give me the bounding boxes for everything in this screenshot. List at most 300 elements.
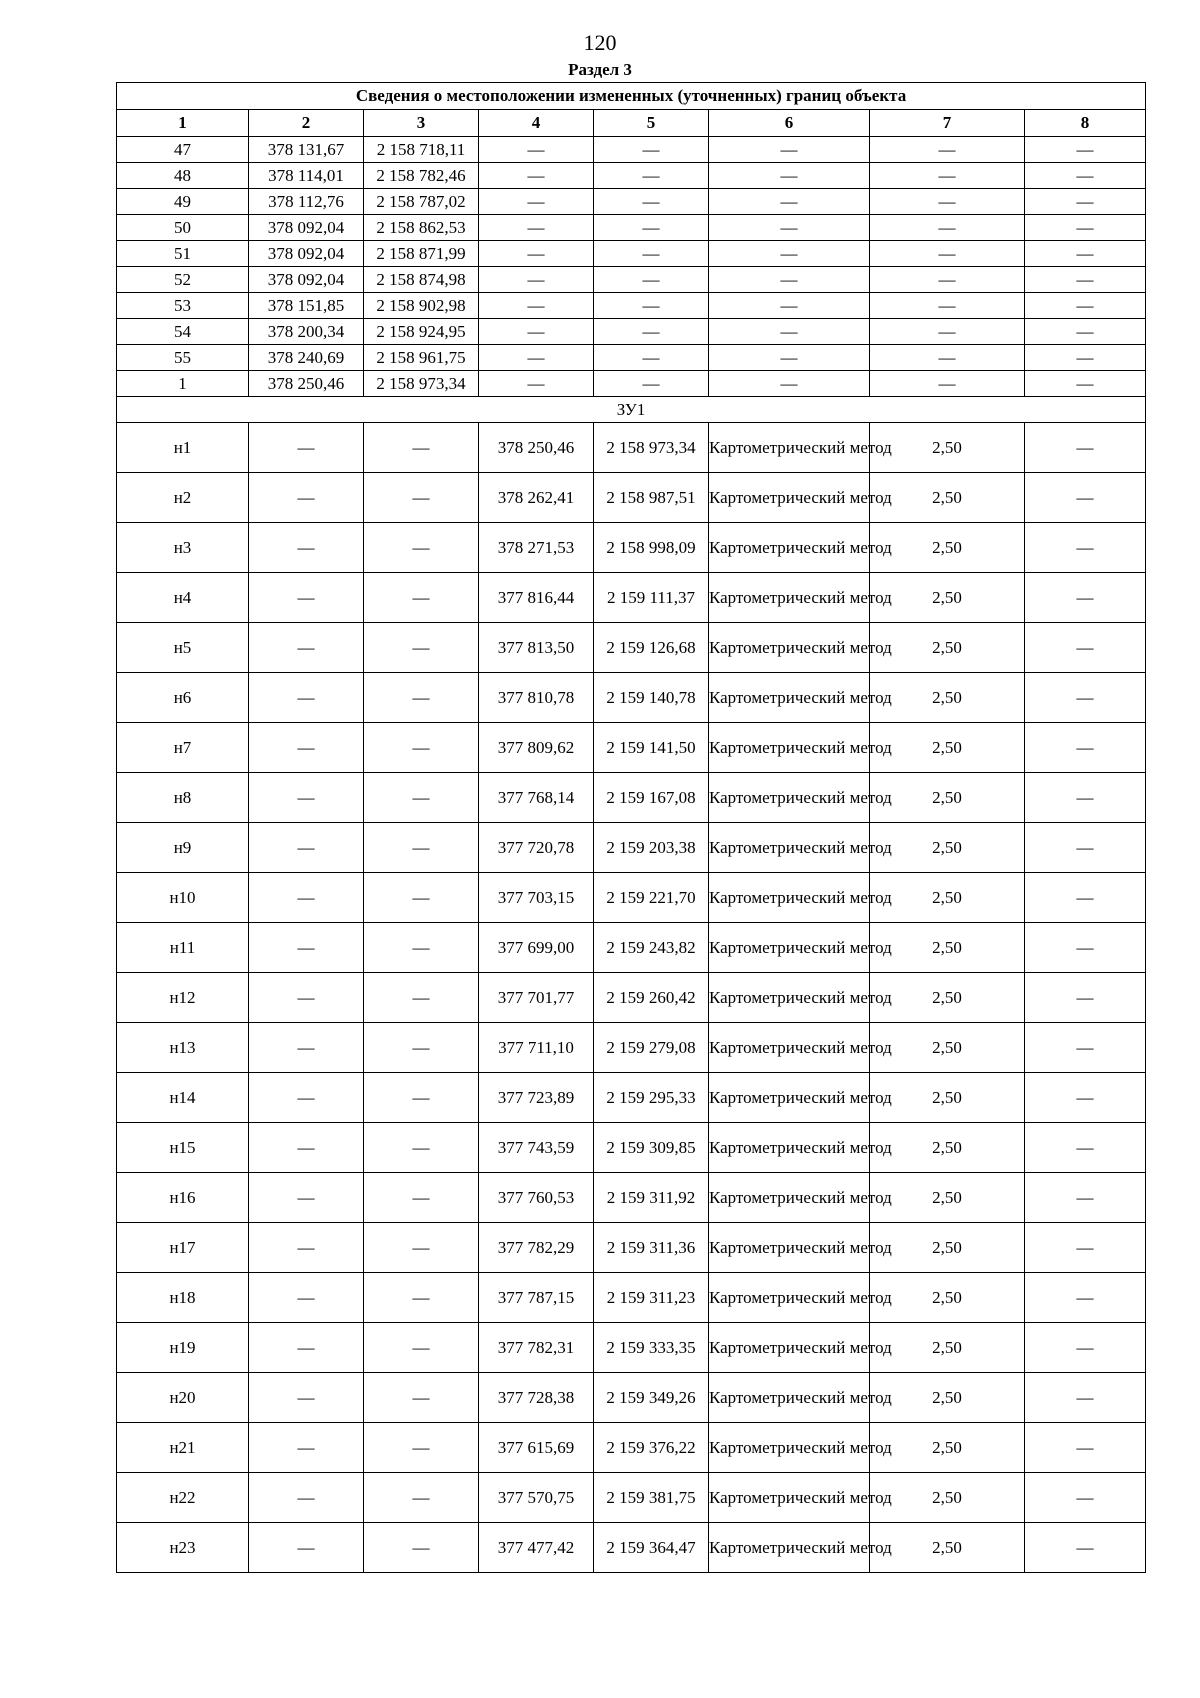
- table-row: [117, 1073, 1146, 1123]
- accuracy-cell: —: [870, 345, 1025, 371]
- old-x-cell: 378 092,04: [249, 215, 364, 241]
- description-cell: —: [1025, 523, 1146, 573]
- new-x-cell: —: [479, 137, 594, 163]
- method-cell: Картометрический метод: [709, 1223, 870, 1273]
- method-cell: —: [709, 163, 870, 189]
- table-row: [117, 1323, 1146, 1373]
- old-x-cell: —: [249, 573, 364, 623]
- method-cell: Картометрический метод: [709, 673, 870, 723]
- new-x-cell: 378 250,46: [479, 423, 594, 473]
- table-row: [117, 319, 1146, 345]
- table-row: [117, 267, 1146, 293]
- old-x-cell: —: [249, 1373, 364, 1423]
- method-cell: Картометрический метод: [709, 723, 870, 773]
- description-cell: —: [1025, 1223, 1146, 1273]
- accuracy-cell: —: [870, 163, 1025, 189]
- new-y-cell: 2 159 381,75: [594, 1473, 709, 1523]
- accuracy-cell: 2,50: [870, 573, 1025, 623]
- table-row: [117, 773, 1146, 823]
- method-cell: Картометрический метод: [709, 773, 870, 823]
- old-x-cell: —: [249, 1173, 364, 1223]
- point-number-cell: н9: [117, 823, 249, 873]
- table-row: [117, 241, 1146, 267]
- new-x-cell: 377 810,78: [479, 673, 594, 723]
- old-x-cell: 378 250,46: [249, 371, 364, 397]
- new-x-cell: 377 813,50: [479, 623, 594, 673]
- old-y-cell: —: [364, 873, 479, 923]
- method-cell: —: [709, 319, 870, 345]
- accuracy-cell: —: [870, 137, 1025, 163]
- group-body: [117, 397, 1146, 423]
- table-row: [117, 137, 1146, 163]
- method-cell: Картометрический метод: [709, 873, 870, 923]
- description-cell: —: [1025, 1123, 1146, 1173]
- old-y-cell: —: [364, 823, 479, 873]
- point-number-cell: н13: [117, 1023, 249, 1073]
- new-x-cell: —: [479, 215, 594, 241]
- point-number-cell: н4: [117, 573, 249, 623]
- method-cell: Картометрический метод: [709, 1023, 870, 1073]
- old-y-cell: —: [364, 1223, 479, 1273]
- new-x-cell: 377 703,15: [479, 873, 594, 923]
- old-x-cell: —: [249, 1473, 364, 1523]
- new-x-cell: —: [479, 319, 594, 345]
- old-x-cell: —: [249, 1323, 364, 1373]
- accuracy-cell: 2,50: [870, 1173, 1025, 1223]
- point-number-cell: 54: [117, 319, 249, 345]
- point-number-cell: н8: [117, 773, 249, 823]
- accuracy-cell: 2,50: [870, 673, 1025, 723]
- accuracy-cell: —: [870, 319, 1025, 345]
- page-number: 120: [583, 30, 617, 55]
- old-x-cell: —: [249, 1423, 364, 1473]
- new-points-body: [117, 423, 1146, 1573]
- old-y-cell: 2 158 924,95: [364, 319, 479, 345]
- new-x-cell: 377 570,75: [479, 1473, 594, 1523]
- description-cell: —: [1025, 773, 1146, 823]
- description-cell: —: [1025, 1273, 1146, 1323]
- point-number-cell: н20: [117, 1373, 249, 1423]
- old-y-cell: —: [364, 1123, 479, 1173]
- column-number: 7: [870, 110, 1025, 137]
- old-y-cell: 2 158 782,46: [364, 163, 479, 189]
- old-x-cell: —: [249, 973, 364, 1023]
- method-cell: Картометрический метод: [709, 1373, 870, 1423]
- description-cell: —: [1025, 1173, 1146, 1223]
- method-cell: Картометрический метод: [709, 973, 870, 1023]
- old-x-cell: —: [249, 723, 364, 773]
- old-y-cell: —: [364, 773, 479, 823]
- boundary-coordinates-table: [116, 82, 1146, 1573]
- point-number-cell: 48: [117, 163, 249, 189]
- new-x-cell: —: [479, 189, 594, 215]
- method-cell: Картометрический метод: [709, 923, 870, 973]
- accuracy-cell: —: [870, 371, 1025, 397]
- description-cell: —: [1025, 319, 1146, 345]
- table-row: [117, 371, 1146, 397]
- point-number-cell: 50: [117, 215, 249, 241]
- table-row: [117, 1423, 1146, 1473]
- table-row: [117, 1223, 1146, 1273]
- table-row: [117, 215, 1146, 241]
- old-x-cell: 378 151,85: [249, 293, 364, 319]
- new-x-cell: 377 760,53: [479, 1173, 594, 1223]
- old-x-cell: —: [249, 423, 364, 473]
- old-y-cell: —: [364, 1273, 479, 1323]
- accuracy-cell: 2,50: [870, 1123, 1025, 1173]
- new-y-cell: 2 159 221,70: [594, 873, 709, 923]
- new-y-cell: 2 159 309,85: [594, 1123, 709, 1173]
- previous-points-body: [117, 137, 1146, 397]
- old-y-cell: —: [364, 573, 479, 623]
- table-row: [117, 1473, 1146, 1523]
- description-cell: —: [1025, 423, 1146, 473]
- new-y-cell: 2 159 111,37: [594, 573, 709, 623]
- old-y-cell: 2 158 902,98: [364, 293, 479, 319]
- method-cell: —: [709, 267, 870, 293]
- new-y-cell: 2 159 333,35: [594, 1323, 709, 1373]
- new-x-cell: —: [479, 241, 594, 267]
- old-x-cell: 378 112,76: [249, 189, 364, 215]
- old-y-cell: 2 158 973,34: [364, 371, 479, 397]
- method-cell: Картометрический метод: [709, 823, 870, 873]
- new-y-cell: 2 159 141,50: [594, 723, 709, 773]
- description-cell: —: [1025, 1373, 1146, 1423]
- method-cell: Картометрический метод: [709, 1173, 870, 1223]
- table-row: [117, 189, 1146, 215]
- point-number-cell: 55: [117, 345, 249, 371]
- new-x-cell: 377 816,44: [479, 573, 594, 623]
- table-caption: Сведения о местоположении измененных (уточненных) границ объекта: [117, 83, 1146, 110]
- old-y-cell: —: [364, 1023, 479, 1073]
- old-y-cell: —: [364, 523, 479, 573]
- table-row: [117, 623, 1146, 673]
- new-x-cell: 377 782,29: [479, 1223, 594, 1273]
- method-cell: Картометрический метод: [709, 1423, 870, 1473]
- column-number: 4: [479, 110, 594, 137]
- new-y-cell: —: [594, 241, 709, 267]
- description-cell: —: [1025, 723, 1146, 773]
- description-cell: —: [1025, 573, 1146, 623]
- new-y-cell: 2 159 311,36: [594, 1223, 709, 1273]
- description-cell: —: [1025, 973, 1146, 1023]
- description-cell: —: [1025, 1323, 1146, 1373]
- old-x-cell: 378 240,69: [249, 345, 364, 371]
- accuracy-cell: 2,50: [870, 973, 1025, 1023]
- column-number: 1: [117, 110, 249, 137]
- accuracy-cell: 2,50: [870, 823, 1025, 873]
- new-y-cell: 2 158 998,09: [594, 523, 709, 573]
- description-cell: —: [1025, 1473, 1146, 1523]
- description-cell: —: [1025, 1073, 1146, 1123]
- old-x-cell: —: [249, 773, 364, 823]
- table-row: [117, 573, 1146, 623]
- new-y-cell: —: [594, 163, 709, 189]
- accuracy-cell: 2,50: [870, 1523, 1025, 1573]
- method-cell: —: [709, 137, 870, 163]
- new-x-cell: 377 787,15: [479, 1273, 594, 1323]
- description-cell: —: [1025, 923, 1146, 973]
- new-y-cell: 2 159 126,68: [594, 623, 709, 673]
- old-y-cell: 2 158 874,98: [364, 267, 479, 293]
- method-cell: Картометрический метод: [709, 1523, 870, 1573]
- new-x-cell: —: [479, 371, 594, 397]
- method-cell: —: [709, 189, 870, 215]
- new-x-cell: 378 271,53: [479, 523, 594, 573]
- accuracy-cell: 2,50: [870, 773, 1025, 823]
- new-x-cell: 377 711,10: [479, 1023, 594, 1073]
- description-cell: —: [1025, 1023, 1146, 1073]
- new-x-cell: 377 809,62: [479, 723, 594, 773]
- point-number-cell: н10: [117, 873, 249, 923]
- accuracy-cell: 2,50: [870, 723, 1025, 773]
- new-x-cell: 377 720,78: [479, 823, 594, 873]
- point-number-cell: н19: [117, 1323, 249, 1373]
- description-cell: —: [1025, 163, 1146, 189]
- old-x-cell: —: [249, 1123, 364, 1173]
- new-x-cell: 377 723,89: [479, 1073, 594, 1123]
- method-cell: Картометрический метод: [709, 1323, 870, 1373]
- new-x-cell: —: [479, 163, 594, 189]
- accuracy-cell: —: [870, 215, 1025, 241]
- accuracy-cell: 2,50: [870, 623, 1025, 673]
- accuracy-cell: —: [870, 189, 1025, 215]
- group-row: [117, 397, 1146, 423]
- table-row: [117, 723, 1146, 773]
- table-row: [117, 1123, 1146, 1173]
- point-number-cell: н6: [117, 673, 249, 723]
- old-x-cell: 378 092,04: [249, 241, 364, 267]
- description-cell: —: [1025, 371, 1146, 397]
- description-cell: —: [1025, 267, 1146, 293]
- accuracy-cell: 2,50: [870, 923, 1025, 973]
- new-y-cell: 2 159 167,08: [594, 773, 709, 823]
- new-y-cell: —: [594, 371, 709, 397]
- old-y-cell: 2 158 862,53: [364, 215, 479, 241]
- old-y-cell: 2 158 871,99: [364, 241, 479, 267]
- point-number-cell: н12: [117, 973, 249, 1023]
- point-number-cell: н7: [117, 723, 249, 773]
- new-y-cell: 2 159 203,38: [594, 823, 709, 873]
- new-x-cell: 377 743,59: [479, 1123, 594, 1173]
- point-number-cell: 47: [117, 137, 249, 163]
- description-cell: —: [1025, 473, 1146, 523]
- new-x-cell: 377 699,00: [479, 923, 594, 973]
- accuracy-cell: 2,50: [870, 1323, 1025, 1373]
- point-number-cell: 51: [117, 241, 249, 267]
- old-x-cell: —: [249, 1523, 364, 1573]
- point-number-cell: н16: [117, 1173, 249, 1223]
- method-cell: Картометрический метод: [709, 1073, 870, 1123]
- old-y-cell: 2 158 718,11: [364, 137, 479, 163]
- new-x-cell: —: [479, 345, 594, 371]
- new-x-cell: 377 782,31: [479, 1323, 594, 1373]
- new-y-cell: —: [594, 319, 709, 345]
- point-number-cell: н17: [117, 1223, 249, 1273]
- accuracy-cell: 2,50: [870, 1473, 1025, 1523]
- description-cell: —: [1025, 345, 1146, 371]
- new-x-cell: 377 728,38: [479, 1373, 594, 1423]
- description-cell: —: [1025, 1523, 1146, 1573]
- old-x-cell: —: [249, 473, 364, 523]
- old-y-cell: —: [364, 1373, 479, 1423]
- new-x-cell: —: [479, 267, 594, 293]
- point-number-cell: н21: [117, 1423, 249, 1473]
- accuracy-cell: 2,50: [870, 523, 1025, 573]
- table-row: [117, 1273, 1146, 1323]
- method-cell: —: [709, 215, 870, 241]
- method-cell: Картометрический метод: [709, 1473, 870, 1523]
- new-x-cell: —: [479, 293, 594, 319]
- new-y-cell: 2 159 364,47: [594, 1523, 709, 1573]
- accuracy-cell: 2,50: [870, 1023, 1025, 1073]
- point-number-cell: н11: [117, 923, 249, 973]
- table-row: [117, 345, 1146, 371]
- new-y-cell: —: [594, 137, 709, 163]
- method-cell: —: [709, 345, 870, 371]
- point-number-cell: 52: [117, 267, 249, 293]
- old-x-cell: —: [249, 923, 364, 973]
- description-cell: —: [1025, 293, 1146, 319]
- accuracy-cell: —: [870, 293, 1025, 319]
- column-number: 6: [709, 110, 870, 137]
- method-cell: Картометрический метод: [709, 573, 870, 623]
- old-x-cell: —: [249, 623, 364, 673]
- old-y-cell: —: [364, 423, 479, 473]
- old-x-cell: —: [249, 873, 364, 923]
- new-y-cell: —: [594, 267, 709, 293]
- old-x-cell: —: [249, 1273, 364, 1323]
- method-cell: —: [709, 371, 870, 397]
- old-x-cell: —: [249, 1023, 364, 1073]
- old-y-cell: —: [364, 1423, 479, 1473]
- method-cell: Картометрический метод: [709, 423, 870, 473]
- new-y-cell: —: [594, 215, 709, 241]
- table-row: [117, 1173, 1146, 1223]
- table-row: [117, 823, 1146, 873]
- table-row: [117, 293, 1146, 319]
- method-cell: Картометрический метод: [709, 1273, 870, 1323]
- old-y-cell: —: [364, 473, 479, 523]
- new-y-cell: 2 159 140,78: [594, 673, 709, 723]
- method-cell: Картометрический метод: [709, 1123, 870, 1173]
- method-cell: Картометрический метод: [709, 623, 870, 673]
- accuracy-cell: —: [870, 267, 1025, 293]
- old-x-cell: 378 131,67: [249, 137, 364, 163]
- point-number-cell: н23: [117, 1523, 249, 1573]
- new-y-cell: 2 158 987,51: [594, 473, 709, 523]
- old-y-cell: —: [364, 623, 479, 673]
- old-x-cell: 378 114,01: [249, 163, 364, 189]
- old-y-cell: —: [364, 723, 479, 773]
- new-y-cell: 2 159 311,92: [594, 1173, 709, 1223]
- point-number-cell: н15: [117, 1123, 249, 1173]
- description-cell: —: [1025, 673, 1146, 723]
- old-y-cell: —: [364, 923, 479, 973]
- new-y-cell: 2 159 311,23: [594, 1273, 709, 1323]
- old-x-cell: —: [249, 1073, 364, 1123]
- old-y-cell: —: [364, 673, 479, 723]
- new-x-cell: 377 615,69: [479, 1423, 594, 1473]
- column-number-row: [117, 110, 1146, 137]
- old-x-cell: —: [249, 523, 364, 573]
- new-x-cell: 377 768,14: [479, 773, 594, 823]
- new-x-cell: 377 701,77: [479, 973, 594, 1023]
- table-row: [117, 873, 1146, 923]
- old-y-cell: —: [364, 973, 479, 1023]
- new-y-cell: —: [594, 189, 709, 215]
- section-title: Раздел 3: [568, 60, 632, 79]
- point-number-cell: н22: [117, 1473, 249, 1523]
- point-number-cell: н1: [117, 423, 249, 473]
- new-y-cell: 2 159 279,08: [594, 1023, 709, 1073]
- table-row: [117, 923, 1146, 973]
- description-cell: —: [1025, 215, 1146, 241]
- old-x-cell: —: [249, 673, 364, 723]
- point-number-cell: 1: [117, 371, 249, 397]
- description-cell: —: [1025, 189, 1146, 215]
- accuracy-cell: 2,50: [870, 423, 1025, 473]
- accuracy-cell: —: [870, 241, 1025, 267]
- new-x-cell: 377 477,42: [479, 1523, 594, 1573]
- point-number-cell: н14: [117, 1073, 249, 1123]
- new-y-cell: 2 159 349,26: [594, 1373, 709, 1423]
- description-cell: —: [1025, 137, 1146, 163]
- accuracy-cell: 2,50: [870, 1273, 1025, 1323]
- column-number: 3: [364, 110, 479, 137]
- new-y-cell: 2 159 376,22: [594, 1423, 709, 1473]
- column-number: 5: [594, 110, 709, 137]
- old-y-cell: —: [364, 1323, 479, 1373]
- accuracy-cell: 2,50: [870, 1373, 1025, 1423]
- accuracy-cell: 2,50: [870, 873, 1025, 923]
- old-x-cell: —: [249, 823, 364, 873]
- description-cell: —: [1025, 241, 1146, 267]
- new-y-cell: —: [594, 345, 709, 371]
- table-row: [117, 1373, 1146, 1423]
- new-y-cell: —: [594, 293, 709, 319]
- old-x-cell: 378 200,34: [249, 319, 364, 345]
- new-y-cell: 2 159 295,33: [594, 1073, 709, 1123]
- table-row: [117, 423, 1146, 473]
- old-y-cell: —: [364, 1523, 479, 1573]
- new-x-cell: 378 262,41: [479, 473, 594, 523]
- table-row: [117, 973, 1146, 1023]
- column-number: 8: [1025, 110, 1146, 137]
- table-row: [117, 473, 1146, 523]
- table-caption-row: [117, 83, 1146, 110]
- old-x-cell: 378 092,04: [249, 267, 364, 293]
- point-number-cell: 49: [117, 189, 249, 215]
- accuracy-cell: 2,50: [870, 1423, 1025, 1473]
- point-number-cell: н5: [117, 623, 249, 673]
- method-cell: —: [709, 293, 870, 319]
- table-row: [117, 673, 1146, 723]
- point-number-cell: н18: [117, 1273, 249, 1323]
- accuracy-cell: 2,50: [870, 1073, 1025, 1123]
- point-number-cell: н3: [117, 523, 249, 573]
- description-cell: —: [1025, 623, 1146, 673]
- old-y-cell: 2 158 961,75: [364, 345, 479, 371]
- old-y-cell: 2 158 787,02: [364, 189, 479, 215]
- old-y-cell: —: [364, 1073, 479, 1123]
- method-cell: Картометрический метод: [709, 473, 870, 523]
- description-cell: —: [1025, 873, 1146, 923]
- old-y-cell: —: [364, 1473, 479, 1523]
- method-cell: —: [709, 241, 870, 267]
- old-y-cell: —: [364, 1173, 479, 1223]
- table-row: [117, 163, 1146, 189]
